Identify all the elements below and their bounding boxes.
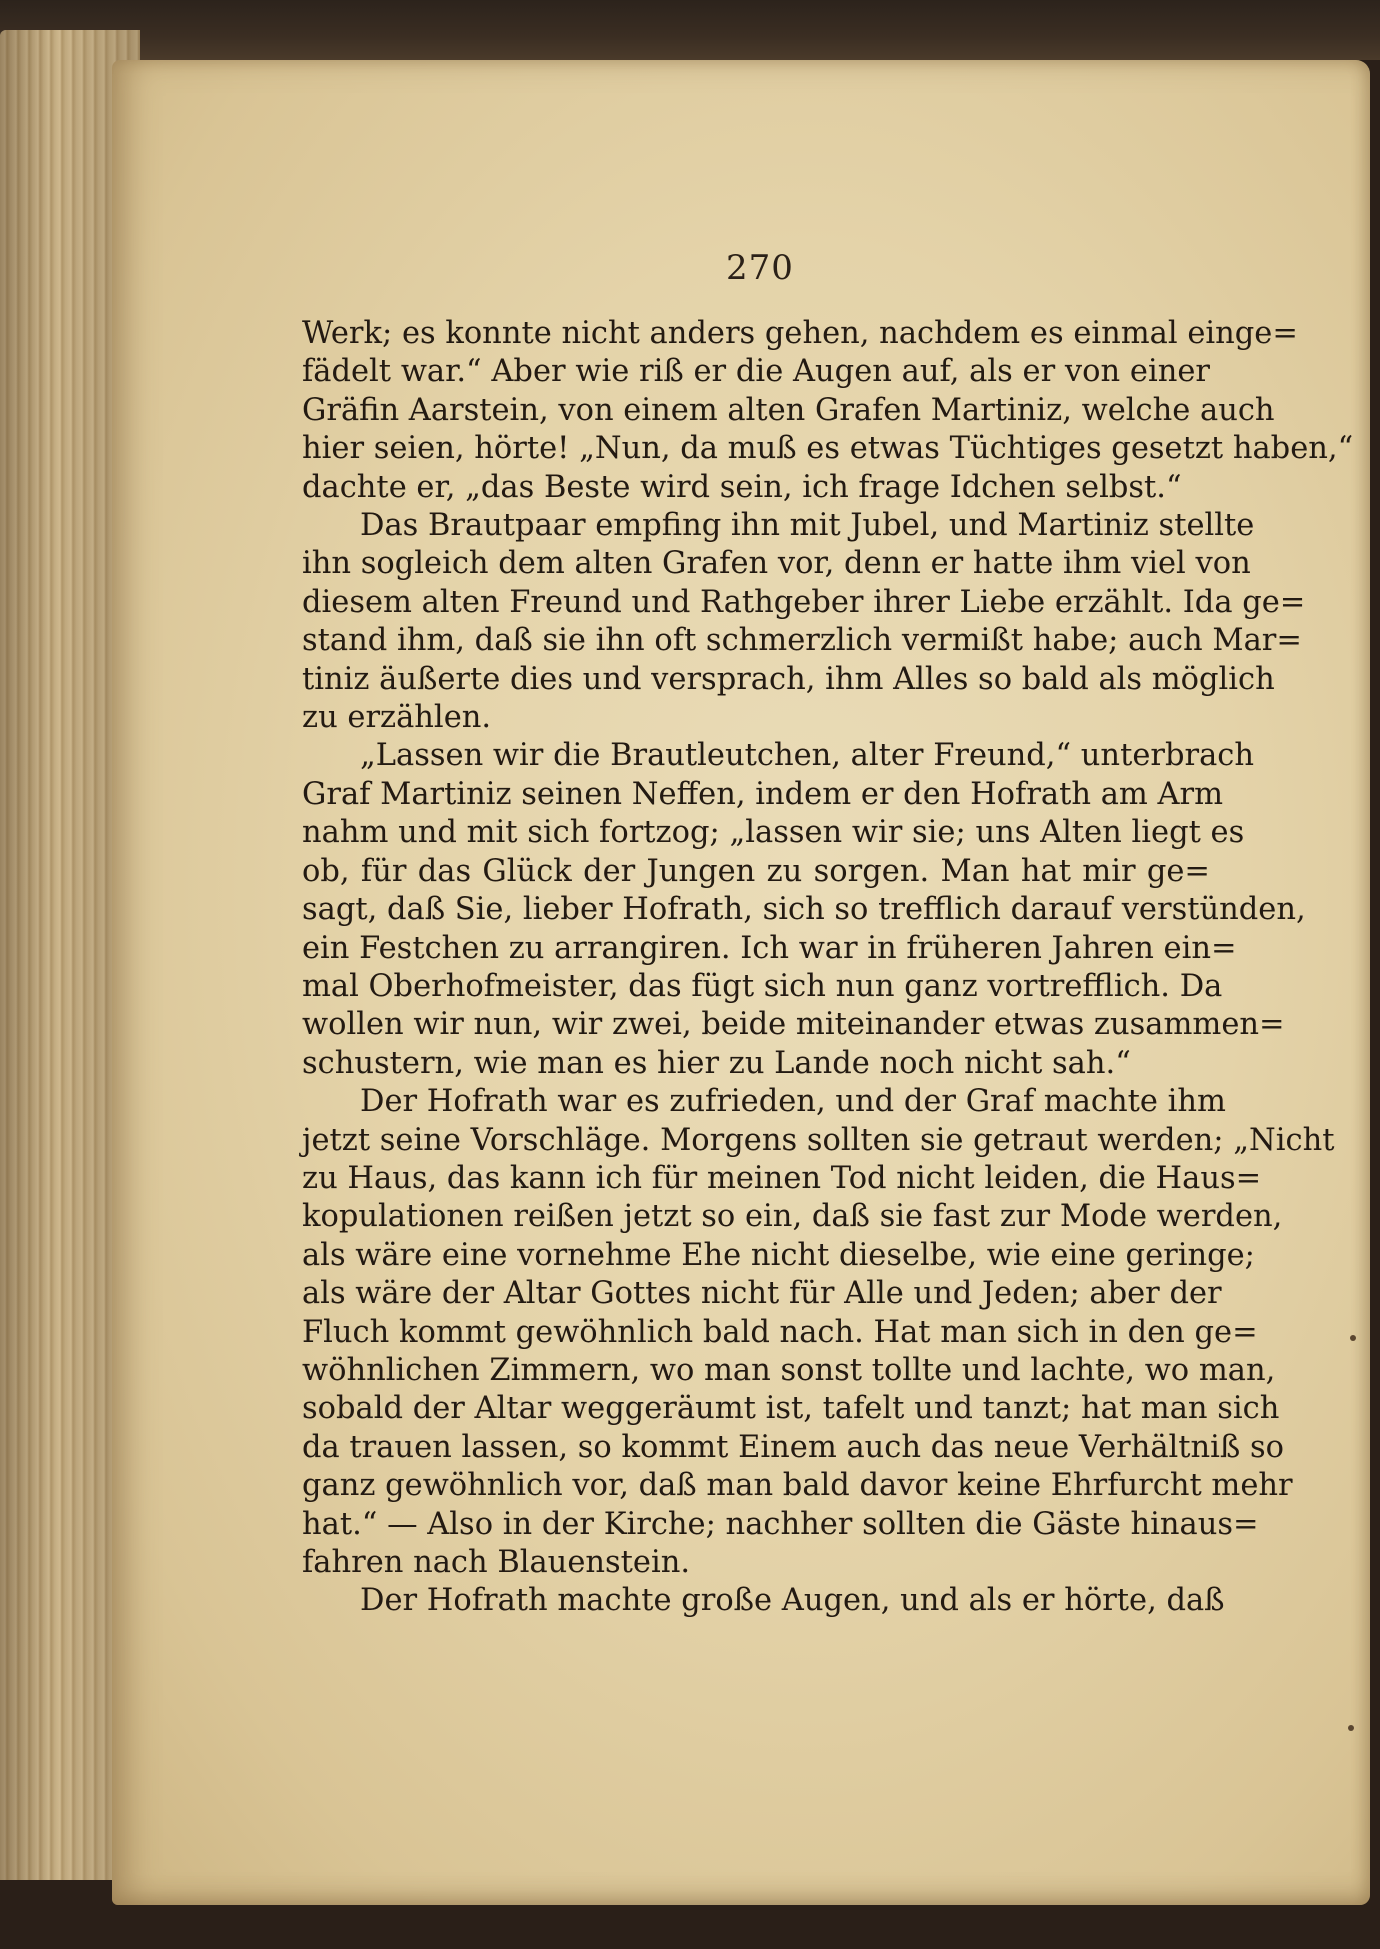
- text-line: stand ihm, daß sie ihn oft schmerzlich vermißt habe; auch Mar=: [302, 623, 1302, 659]
- text-line: ein Festchen zu arrangiren. Ich war in früheren Jahren ein=: [302, 930, 1237, 966]
- text-line: jetzt seine Vorschläge. Morgens sollten sie getraut werden; „Nicht: [302, 1122, 1335, 1158]
- text-line: zu erzählen.: [302, 700, 492, 736]
- edge-mark: [1350, 1335, 1356, 1341]
- text-line: als wäre eine vornehme Ehe nicht dieselbe, wie eine geringe;: [302, 1237, 1255, 1273]
- text-line: diesem alten Freund und Rathgeber ihrer Liebe erzählt. Ida ge=: [302, 584, 1306, 620]
- text-line: tiniz äußerte dies und versprach, ihm Alles so bald als möglich: [302, 661, 1275, 697]
- text-line: ob, für das Glück der Jungen zu sorgen. Man hat mir ge=: [302, 853, 1210, 889]
- text-line: Graf Martiniz seinen Neffen, indem er den Hofrath am Arm: [302, 776, 1224, 812]
- text-line: kopulationen reißen jetzt so ein, daß sie fast zur Mode werden,: [302, 1199, 1283, 1235]
- text-line: wollen wir nun, wir zwei, beide miteinander etwas zusammen=: [302, 1007, 1285, 1043]
- text-line: Werk; es konnte nicht anders gehen, nachdem es einmal einge=: [302, 316, 1298, 351]
- text-line: sobald der Altar weggeräumt ist, tafelt und tanzt; hat man sich: [302, 1391, 1280, 1427]
- text-line: fahren nach Blauenstein.: [302, 1545, 691, 1580]
- paragraph: [302, 1582, 1225, 1620]
- book-cover-top: [0, 0, 1380, 60]
- text-line: als wäre der Altar Gottes nicht für Alle und Jeden; aber der: [302, 1276, 1222, 1312]
- text-line: nahm und mit sich fortzog; „lassen wir sie; uns Alten liegt es: [302, 815, 1245, 851]
- paragraph: [302, 315, 1354, 507]
- text-line: fädelt war.“ Aber wie riß er die Augen auf, als er von einer: [302, 354, 1210, 390]
- text-line: dachte er, „das Beste wird sein, ich frage Idchen selbst.“: [302, 469, 1182, 505]
- paragraph: [302, 737, 1306, 1083]
- text-line: zu Haus, das kann ich für meinen Tod nicht leiden, die Haus=: [302, 1160, 1262, 1196]
- text-line: wöhnlichen Zimmern, wo man sonst tollte und lachte, wo man,: [302, 1352, 1276, 1388]
- text-line: Das Brautpaar empfing ihn mit Jubel, und Martiniz stellte: [360, 508, 1255, 544]
- text-line: Der Hofrath war es zufrieden, und der Graf machte ihm: [360, 1084, 1226, 1120]
- text-line: ihn sogleich dem alten Grafen vor, denn er hatte ihm viel von: [302, 546, 1251, 582]
- body-text: [302, 315, 1354, 1621]
- text-line: Fluch kommt gewöhnlich bald nach. Hat man sich in den ge=: [302, 1314, 1258, 1350]
- text-line: Der Hofrath machte große Augen, und als er hörte, daß: [360, 1583, 1225, 1619]
- page-number: 270: [726, 248, 794, 288]
- text-line: schustern, wie man es hier zu Lande noch nicht sah.“: [302, 1045, 1131, 1081]
- paragraph: [302, 1083, 1335, 1582]
- text-line: hat.“ — Also in der Kirche; nachher sollten die Gäste hinaus=: [302, 1506, 1259, 1542]
- text-line: hier seien, hörte! „Nun, da muß es etwas Tüchtiges gesetzt haben,“: [302, 431, 1354, 467]
- text-line: da trauen lassen, so kommt Einem auch das neue Verhältniß so: [302, 1429, 1285, 1465]
- text-line: „Lassen wir die Brautleutchen, alter Freund,“ unterbrach: [360, 738, 1254, 774]
- text-line: mal Oberhofmeister, das fügt sich nun ganz vortrefflich. Da: [302, 968, 1223, 1004]
- text-line: Gräfin Aarstein, von einem alten Grafen Martiniz, welche auch: [302, 392, 1275, 428]
- text-line: ganz gewöhnlich vor, daß man bald davor keine Ehrfurcht mehr: [302, 1468, 1293, 1504]
- paragraph: [302, 507, 1306, 737]
- text-line: sagt, daß Sie, lieber Hofrath, sich so trefflich darauf verstünden,: [302, 892, 1306, 928]
- edge-mark: [1348, 1725, 1354, 1731]
